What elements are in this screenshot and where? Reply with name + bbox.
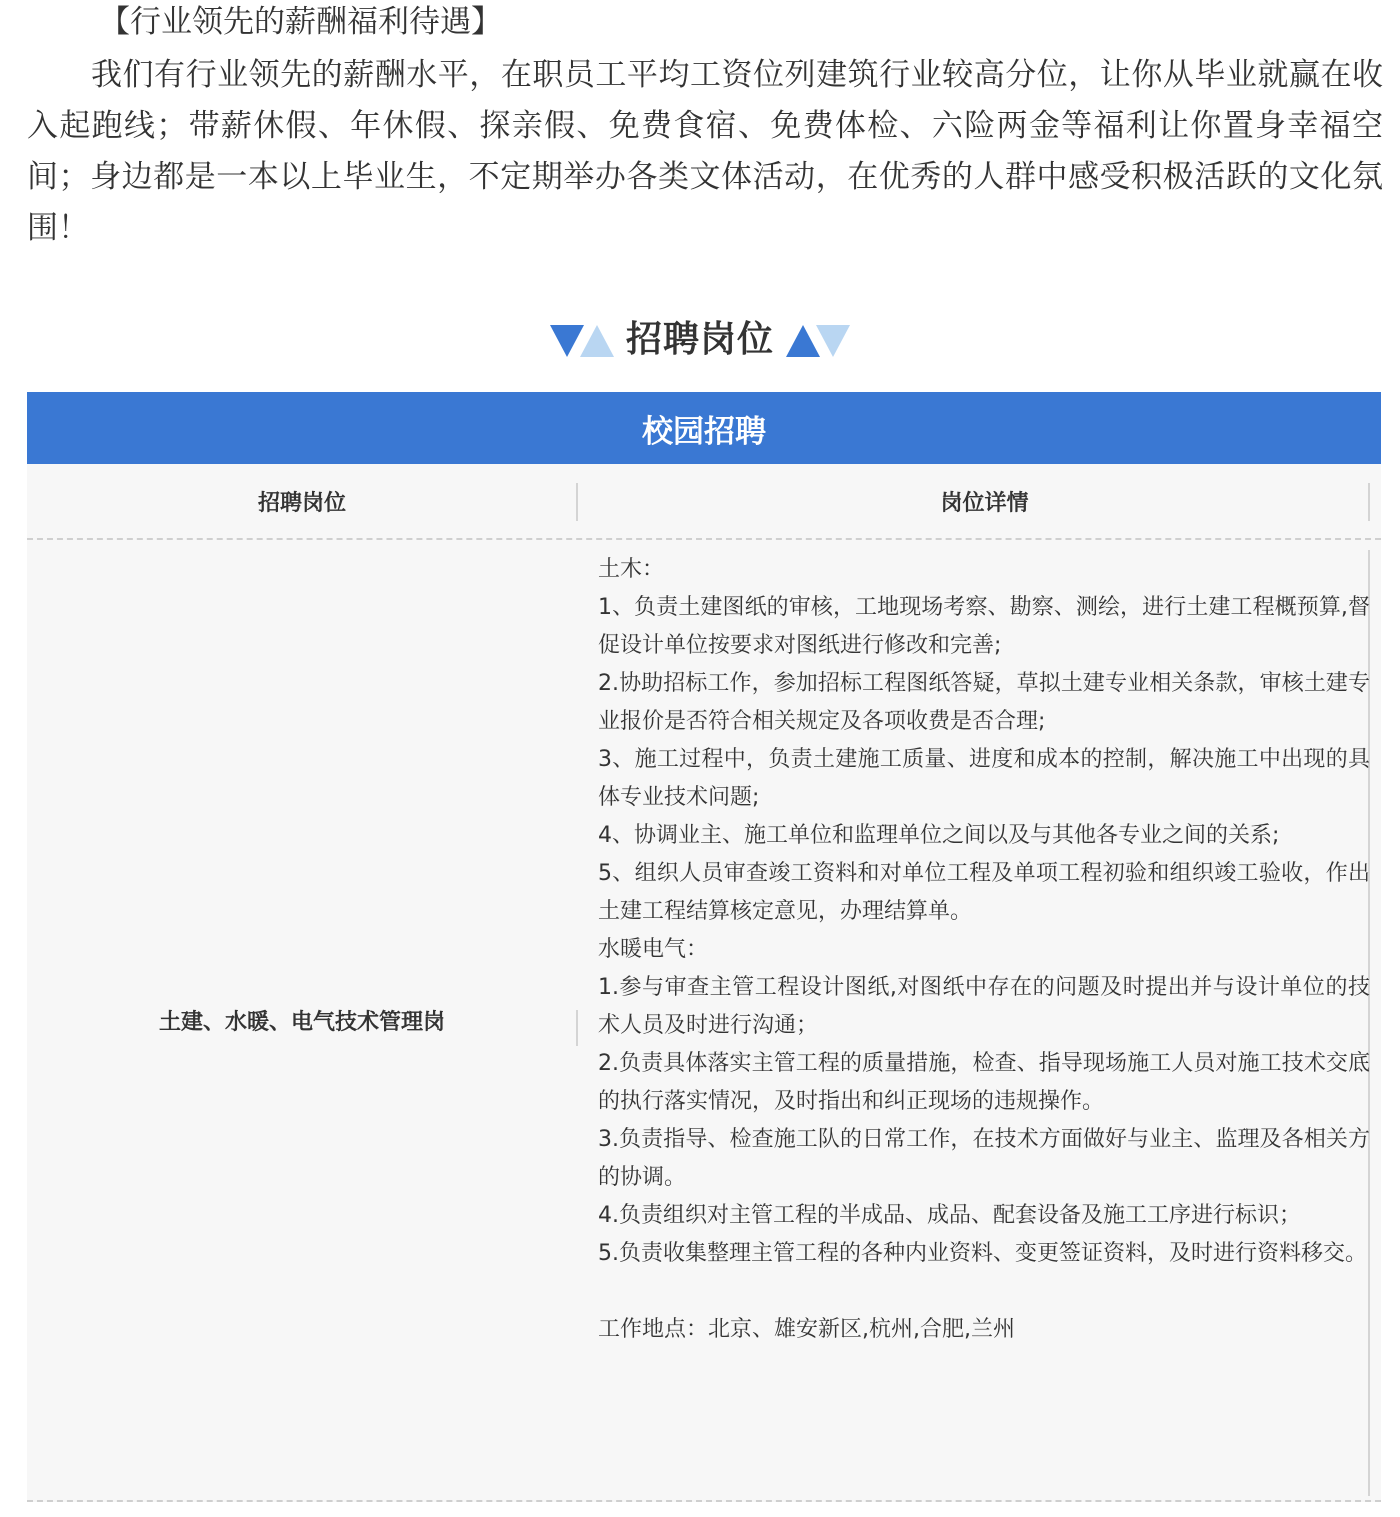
details-blank-line — [598, 1273, 1370, 1311]
column-header-row — [27, 464, 1381, 540]
table-header: 校园招聘 — [27, 392, 1381, 464]
section-title-text: 招聘岗位 — [625, 319, 774, 360]
details-line: 5.负责收集整理主管工程的各种内业资料、变更签证资料，及时进行资料移交。 — [598, 1241, 1367, 1266]
left-ornament-dark-triangle — [550, 325, 584, 357]
details-line: 2.协助招标工作，参加招标工程图纸答疑，草拟土建专业相关条款，审核土建专业报价是否符合相关规定及各项收费是否合理; — [598, 671, 1370, 734]
intro-heading: 【行业领先的薪酬福利待遇】 — [99, 4, 502, 40]
section-title — [0, 313, 1400, 367]
right-ornament-light-triangle — [816, 325, 850, 357]
details-line: 3、施工过程中，负责土建施工质量、进度和成本的控制，解决施工中出现的具体专业技术问题; — [598, 747, 1370, 810]
position-details — [598, 551, 1370, 1349]
column-header-details: 岗位详情 — [940, 490, 1029, 516]
details-line: 4.负责组织对主管工程的半成品、成品、配套设备及施工工序进行标识； — [598, 1203, 1301, 1228]
column-header-position: 招聘岗位 — [257, 490, 346, 516]
table-row — [27, 540, 1381, 1502]
details-line: 4、协调业主、施工单位和监理单位之间以及与其他各专业之间的关系; — [598, 823, 1280, 848]
work-location: 工作地点：北京、雄安新区,杭州,合肥,兰州 — [598, 1317, 1015, 1342]
column-divider-right — [1368, 483, 1370, 521]
right-triangle-ornament-icon — [786, 322, 850, 358]
details-line: 3.负责指导、检查施工队的日常工作，在技术方面做好与业主、监理及各相关方的协调。 — [598, 1127, 1370, 1190]
details-line: 5、组织人员审查竣工资料和对单位工程及单项工程初验和组织竣工验收，作出土建工程结算核定意见，办理结算单。 — [598, 861, 1370, 924]
intro-paragraph: 我们有行业领先的薪酬水平，在职员工平均工资位列建筑行业较高分位，让你从毕业就赢在收入起跑线；带薪休假、年休假、探亲假、免费食宿、免费体检、六险两金等福利让你置身幸福空间；身边都是一本以上毕业生，不定期举办各类文体活动，在优秀的人群中感受积极活跃的文化氛围！ — [27, 57, 1383, 246]
cell-divider — [576, 1010, 578, 1046]
details-line: 1.参与审查主管工程设计图纸,对图纸中存在的问题及时提出并与设计单位的技术人员及时进行沟通； — [598, 975, 1370, 1038]
position-name: 土建、水暖、电气技术管理岗 — [158, 1009, 445, 1035]
recruitment-table — [27, 392, 1381, 1502]
details-line: 1、负责土建图纸的审核，工地现场考察、勘察、测绘，进行土建工程概预算,督促设计单位按要求对图纸进行修改和完善; — [598, 595, 1370, 658]
right-ornament-dark-triangle — [786, 325, 820, 357]
left-ornament-light-triangle — [580, 325, 614, 357]
details-line: 2.负责具体落实主管工程的质量措施，检查、指导现场施工人员对施工技术交底的执行落实情况，及时指出和纠正现场的违规操作。 — [598, 1051, 1370, 1114]
left-triangle-ornament-icon — [550, 322, 614, 358]
details-line: 水暖电气： — [598, 937, 709, 962]
details-line: 土木： — [598, 557, 665, 582]
intro-section — [27, 0, 1383, 254]
